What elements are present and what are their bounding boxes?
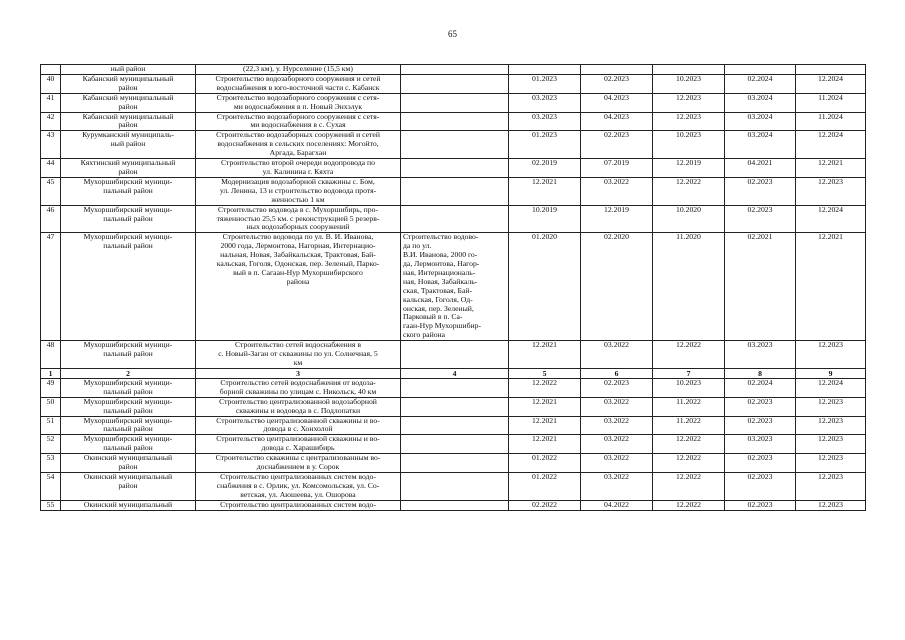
date-col-8: 02.2023: [725, 416, 796, 435]
table-row: [41, 378, 866, 397]
date-col-7: 12.2022: [653, 454, 725, 473]
date-col-8: 02.2023: [725, 177, 796, 205]
district-cell: Окинский муниципальный: [61, 500, 196, 510]
date-col-8: [725, 65, 796, 75]
project-name-cell: Строительство водозаборных сооружений и сетей водоснабжения в сельских поселениях: Могойто, Аргада, Барагхан: [196, 131, 401, 159]
project-name-cell: Строительство централизованных систем водо- снабжения в с. Орлик, ул. Комсомольская, ул. Со- ветская, ул. Аюшеева, ул. Ошорова: [196, 472, 401, 500]
column-number-6: 6: [581, 368, 653, 378]
date-col-7: 12.2022: [653, 177, 725, 205]
project-name-cell: Строительство водовода по ул. В. И. Иванова, 2000 года, Лермонтова, Нагорная, Интернацио- нальная, Новая, Забайкальская, Трактовая, Бай- кальская, Гоголя, Одонская, пер. Зеленый, Парко- вый в п. Сагаан-Нур Мухоршибирского района: [196, 233, 401, 341]
column-numbers-header: [41, 368, 866, 378]
date-col-5: 01.2023: [509, 131, 581, 159]
district-cell: Кабанский муниципальный район: [61, 93, 196, 112]
date-col-8: 02.2023: [725, 397, 796, 416]
projects-table: [40, 64, 866, 511]
table-row: [41, 112, 866, 131]
date-col-5: [509, 65, 581, 75]
district-cell: ный район: [61, 65, 196, 75]
page-number: 65: [448, 29, 457, 39]
date-col-6: 04.2022: [581, 500, 653, 510]
table-row: [41, 131, 866, 159]
date-col-9: 12.2024: [796, 131, 866, 159]
row-number: 43: [41, 131, 61, 159]
district-cell: Мухоршибирский муници- пальный район: [61, 205, 196, 233]
date-col-6: 03.2022: [581, 397, 653, 416]
project-alt-name-cell: [401, 177, 509, 205]
table-body-part-1: [41, 65, 866, 369]
table-row: [41, 397, 866, 416]
district-cell: Мухоршибирский муници- пальный район: [61, 416, 196, 435]
project-alt-name-cell: [401, 74, 509, 93]
date-col-9: [796, 65, 866, 75]
date-col-7: 10.2023: [653, 378, 725, 397]
date-col-8: 03.2024: [725, 112, 796, 131]
date-col-7: 11.2022: [653, 397, 725, 416]
table-body-part-2: [41, 378, 866, 510]
date-col-5: 12.2021: [509, 341, 581, 369]
project-alt-name-cell: [401, 472, 509, 500]
date-col-5: 12.2021: [509, 435, 581, 454]
district-cell: Окинский муниципальный район: [61, 472, 196, 500]
project-name-cell: Строительство скважины с централизованным во- доснабжением в у. Сорок: [196, 454, 401, 473]
project-name-cell: Строительство водовода в с. Мухоршибирь, про- тяженностью 25,5 км. с реконструкцией 5 резерв- ных водозаборных сооружений: [196, 205, 401, 233]
date-col-5: 12.2021: [509, 177, 581, 205]
district-cell: Мухоршибирский муници- пальный район: [61, 341, 196, 369]
district-cell: Курумканский муниципаль- ный район: [61, 131, 196, 159]
date-col-6: 12.2019: [581, 205, 653, 233]
project-alt-name-cell: [401, 397, 509, 416]
date-col-8: 02.2023: [725, 472, 796, 500]
project-alt-name-cell: [401, 378, 509, 397]
column-number-2: 2: [61, 368, 196, 378]
project-name-cell: Строительство централизованных систем водо-: [196, 500, 401, 510]
column-number-5: 5: [509, 368, 581, 378]
project-name-cell: Строительство сетей водоснабжения от водоза- борной скважины по улицам с. Никольск, 40 км: [196, 378, 401, 397]
row-number: 55: [41, 500, 61, 510]
date-col-5: 01.2022: [509, 472, 581, 500]
date-col-8: 03.2023: [725, 435, 796, 454]
project-alt-name-cell: Строительство водово- да по ул. В.И. Иванова, 2000 го- да, Лермонтова, Нагор- ная, Интернациональ- ная, Новая, Забайкаль- ская, Трактовая, Бай- кальская, Гоголя, Од- онская, пер. Зеленый, Парковый в п. Са- гаан-Нур Мухоршибир- ского района: [401, 233, 509, 341]
date-col-9: 12.2023: [796, 341, 866, 369]
column-numbers-row: [41, 368, 866, 378]
date-col-6: 04.2023: [581, 112, 653, 131]
project-alt-name-cell: [401, 500, 509, 510]
row-number: 42: [41, 112, 61, 131]
table-row: [41, 435, 866, 454]
column-number-1: 1: [41, 368, 61, 378]
date-col-8: 03.2023: [725, 341, 796, 369]
table-row: [41, 74, 866, 93]
row-number: 51: [41, 416, 61, 435]
date-col-9: 12.2023: [796, 177, 866, 205]
row-number: 44: [41, 159, 61, 178]
date-col-8: 04.2021: [725, 159, 796, 178]
district-cell: Мухоршибирский муници- пальный район: [61, 378, 196, 397]
project-name-cell: Строительство централизованной скважины и во- довода с. Харашибирь: [196, 435, 401, 454]
date-col-8: 02.2024: [725, 378, 796, 397]
project-alt-name-cell: [401, 454, 509, 473]
date-col-5: 03.2023: [509, 112, 581, 131]
date-col-5: 12.2022: [509, 378, 581, 397]
date-col-7: 10.2023: [653, 74, 725, 93]
district-cell: Мухоршибирский муници- пальный район: [61, 177, 196, 205]
date-col-9: 12.2021: [796, 159, 866, 178]
column-number-7: 7: [653, 368, 725, 378]
date-col-6: 02.2023: [581, 131, 653, 159]
date-col-7: 12.2023: [653, 112, 725, 131]
column-number-8: 8: [725, 368, 796, 378]
date-col-9: 12.2023: [796, 416, 866, 435]
date-col-9: 12.2024: [796, 74, 866, 93]
row-number: 54: [41, 472, 61, 500]
date-col-6: 02.2023: [581, 378, 653, 397]
date-col-6: [581, 65, 653, 75]
date-col-7: 12.2019: [653, 159, 725, 178]
date-col-9: 12.2023: [796, 500, 866, 510]
project-alt-name-cell: [401, 416, 509, 435]
project-alt-name-cell: [401, 112, 509, 131]
row-number: 49: [41, 378, 61, 397]
project-name-cell: Строительство водозаборного сооружения с сетя- ми водоснабжения в п. Новый Энхэлук: [196, 93, 401, 112]
date-col-8: 02.2023: [725, 454, 796, 473]
date-col-6: 03.2022: [581, 341, 653, 369]
date-col-5: 12.2021: [509, 416, 581, 435]
date-col-9: 12.2024: [796, 378, 866, 397]
project-name-cell: (22,3 км), у. Нурселение (15,5 км): [196, 65, 401, 75]
row-number: 48: [41, 341, 61, 369]
date-col-9: 11.2024: [796, 112, 866, 131]
date-col-6: 03.2022: [581, 177, 653, 205]
date-col-6: 03.2022: [581, 435, 653, 454]
date-col-8: 02.2023: [725, 500, 796, 510]
date-col-9: 12.2023: [796, 472, 866, 500]
column-number-3: 3: [196, 368, 401, 378]
date-col-8: 03.2024: [725, 131, 796, 159]
date-col-5: 03.2023: [509, 93, 581, 112]
district-cell: Мухоршибирский муници- пальный район: [61, 397, 196, 416]
table-row: [41, 500, 866, 510]
date-col-9: 12.2023: [796, 454, 866, 473]
row-number: 53: [41, 454, 61, 473]
date-col-6: 04.2023: [581, 93, 653, 112]
date-col-5: 01.2022: [509, 454, 581, 473]
date-col-7: 10.2023: [653, 131, 725, 159]
date-col-8: 03.2024: [725, 93, 796, 112]
date-col-6: 03.2022: [581, 454, 653, 473]
table-row: [41, 341, 866, 369]
date-col-7: 11.2020: [653, 233, 725, 341]
table-row: [41, 93, 866, 112]
project-name-cell: Строительство централизованной скважины и во- довода в с. Хонхолой: [196, 416, 401, 435]
table-row: [41, 205, 866, 233]
project-alt-name-cell: [401, 65, 509, 75]
date-col-6: 07.2019: [581, 159, 653, 178]
date-col-6: 02.2020: [581, 233, 653, 341]
table-row: [41, 159, 866, 178]
date-col-6: 03.2022: [581, 472, 653, 500]
date-col-8: 02.2024: [725, 74, 796, 93]
date-col-7: 12.2022: [653, 435, 725, 454]
district-cell: Кабанский муниципальный район: [61, 112, 196, 131]
date-col-7: 12.2022: [653, 472, 725, 500]
date-col-7: 11.2022: [653, 416, 725, 435]
project-name-cell: Строительство централизованной водозаборной скважины и водовода в с. Подлопатки: [196, 397, 401, 416]
date-col-8: 02.2021: [725, 233, 796, 341]
district-cell: Кабанский муниципальный район: [61, 74, 196, 93]
table-row: [41, 454, 866, 473]
column-number-9: 9: [796, 368, 866, 378]
row-number: 45: [41, 177, 61, 205]
date-col-5: 01.2020: [509, 233, 581, 341]
row-number: 52: [41, 435, 61, 454]
row-number: [41, 65, 61, 75]
table-row: [41, 65, 866, 75]
row-number: 46: [41, 205, 61, 233]
project-alt-name-cell: [401, 159, 509, 178]
district-cell: Мухоршибирский муници- пальный район: [61, 435, 196, 454]
project-alt-name-cell: [401, 435, 509, 454]
project-name-cell: Строительство сетей водоснабжения в с. Новый-Заган от скважины по ул. Солнечная, 5 км: [196, 341, 401, 369]
date-col-6: 03.2022: [581, 416, 653, 435]
project-name-cell: Строительство водозаборного сооружения и сетей водоснабжения в юго-восточной части с. Кабанск: [196, 74, 401, 93]
row-number: 41: [41, 93, 61, 112]
date-col-9: 12.2023: [796, 435, 866, 454]
project-name-cell: Модернизация водозаборной скважины с. Бом, ул. Ленина, 13 и строительство водовода протя- женностью 1 км: [196, 177, 401, 205]
date-col-7: 12.2022: [653, 500, 725, 510]
date-col-5: 10.2019: [509, 205, 581, 233]
date-col-5: 02.2022: [509, 500, 581, 510]
table-row: [41, 416, 866, 435]
project-alt-name-cell: [401, 341, 509, 369]
project-alt-name-cell: [401, 205, 509, 233]
project-alt-name-cell: [401, 131, 509, 159]
table-row: [41, 472, 866, 500]
project-alt-name-cell: [401, 93, 509, 112]
district-cell: Кяхтинский муниципальный район: [61, 159, 196, 178]
column-number-4: 4: [401, 368, 509, 378]
project-name-cell: Строительство водозаборного сооружения с сетя- ми водоснабжения в с. Сухая: [196, 112, 401, 131]
date-col-9: 11.2024: [796, 93, 866, 112]
table-row: [41, 177, 866, 205]
date-col-7: [653, 65, 725, 75]
project-name-cell: Строительство второй очереди водопровода по ул. Калинина г. Кяхта: [196, 159, 401, 178]
date-col-9: 12.2023: [796, 397, 866, 416]
date-col-9: 12.2024: [796, 205, 866, 233]
date-col-7: 12.2022: [653, 341, 725, 369]
date-col-7: 12.2023: [653, 93, 725, 112]
date-col-7: 10.2020: [653, 205, 725, 233]
row-number: 40: [41, 74, 61, 93]
date-col-5: 12.2021: [509, 397, 581, 416]
date-col-8: 02.2023: [725, 205, 796, 233]
row-number: 47: [41, 233, 61, 341]
table-row: [41, 233, 866, 341]
date-col-6: 02.2023: [581, 74, 653, 93]
date-col-5: 01.2023: [509, 74, 581, 93]
district-cell: Окинский муниципальный район: [61, 454, 196, 473]
date-col-5: 02.2019: [509, 159, 581, 178]
row-number: 50: [41, 397, 61, 416]
date-col-9: 12.2021: [796, 233, 866, 341]
district-cell: Мухоршибирский муници- пальный район: [61, 233, 196, 341]
